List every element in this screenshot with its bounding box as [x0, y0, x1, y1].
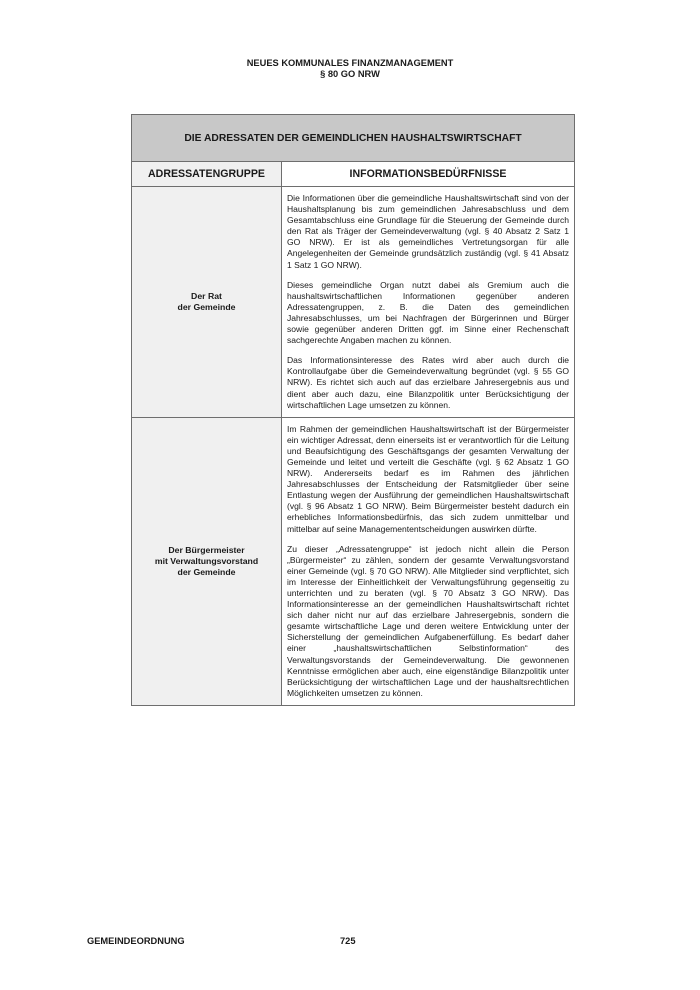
paragraph: Im Rahmen der gemeindlichen Haushaltswirtschaft ist der Bürgermeister ein wichtiger Adressat, denn einerseits ist er verantwortlich für die Leitung und Beaufsichtigung des Geschäftsgangs der gesamten Verwaltung der Gemeinde und leitet und verteilt die Geschäfte (vgl. § 62 Absatz 1 GO NRW). Andererseits bedarf es im Rahmen des jährlichen Jahresabschlusses der Entscheidung der Ratsmitglieder über seine Entlastung wegen der Ausführung der gemeindlichen Haushaltswirtschaft (vgl. § 96 Absatz 1 GO NRW). Beim Bürgermeister besteht dadurch ein erhebliches Informationsbedürfnis, das sich zudem unmittelbar und mittelbar auf seine Managemententscheidungen auswirken dürfte. [287, 423, 570, 534]
group-cell-council [132, 187, 282, 418]
page-header [0, 58, 700, 80]
table-title: DIE ADRESSATEN DER GEMEINDLICHEN HAUSHALTSWIRTSCHAFT [132, 115, 575, 162]
group-label-line: Der Bürgermeister [168, 544, 245, 555]
needs-cell-council [282, 187, 575, 418]
paragraph: Dieses gemeindliche Organ nutzt dabei als Gremium auch die haushaltswirtschaftlichen Informationen gegenüber anderen Adressatengruppen, z. B. die Daten des gemeindlichen Jahresabschlusses, um bei Nachfragen der Bürgerinnen und Bürger sowie gegenüber anderen Dritten ggf. im Sinne einer Rechenschaft sachgerechte Angaben machen zu können. [287, 279, 570, 346]
header-title: NEUES KOMMUNALES FINANZMANAGEMENT [246, 58, 454, 68]
paragraph: Die Informationen über die gemeindliche Haushaltswirtschaft sind von der Haushaltsplanung bis zum gemeindlichen Jahresabschluss und dem Gesamtabschluss eine Grundlage für die Steuerung der Gemeinde durch den Rat als Träger der Gemeindeverwaltung (vgl. § 40 Absatz 2 Satz 1 GO NRW). Er ist als gemeindliches Vertretungsorgan für alle Angelegenheiten der Gemeinde grundsätzlich zuständig (vgl. § 41 Absatz 1 Satz 1 GO NRW). [287, 193, 570, 270]
paragraph: Zu dieser „Adressatengruppe“ ist jedoch nicht allein die Person „Bürgermeister“ zu zählen, sondern der gesamte Verwaltungsvorstand einer Gemeinde (vgl. § 70 GO NRW). Alle Mitglieder sind verpflichtet, sich im Interesse der Einheitlichkeit der Verwaltungsführung gegenseitig zu unterrichten und zu beraten (vgl. § 70 Absatz 3 GO NRW). Das Informationsinteresse an der gemeindlichen Haushaltswirtschaft richtet sich daher nicht nur auf das erzielbare Jahresergebnis, sondern die gesamte wirtschaftliche Lage und deren weitere Entwicklung unter der Sicherstellung der gemeindlichen Aufgabenerfüllung. Es bedarf daher einer „haushaltswirtschaftlichen Selbstinformation“ des Verwaltungsvorstands der Gemeindeverwaltung. Die gewonnenen Kenntnisse ermöglichen aber auch, eine eigenständige Bilanzpolitik unter Berücksichtigung der wirtschaftlichen Lage und der haushaltsrechtlichen Möglichkeiten umsetzen zu können. [287, 543, 570, 698]
header-section: § 80 GO NRW [320, 69, 380, 79]
group-cell-mayor [132, 417, 282, 705]
table-row [132, 187, 575, 418]
group-label-line: der Gemeinde [177, 566, 236, 577]
table-row [132, 417, 575, 705]
paragraph: Das Informationsinteresse des Rates wird aber auch durch die Kontrollaufgabe über die Gemeindeverwaltung begründet (vgl. § 55 GO NRW). Es richtet sich auch auf das erzielbare Jahresergebnis aus und dient aber auch dazu, eine Bilanzpolitik unter Berücksichtigung der wirtschaftlichen Lage umsetzen zu können. [287, 355, 570, 410]
group-label-line: mit Verwaltungsvorstand [154, 555, 259, 566]
group-label-line: der Gemeinde [177, 301, 236, 312]
footer-title: GEMEINDEORDNUNG [87, 936, 185, 946]
needs-cell-mayor [282, 417, 575, 705]
page-number: 725 [340, 936, 356, 946]
column-header-group: ADRESSATENGRUPPE [132, 162, 282, 187]
column-header-needs: INFORMATIONSBEDÜRFNISSE [282, 162, 575, 187]
group-label-line: Der Rat [191, 290, 222, 301]
addressees-table [131, 114, 575, 706]
